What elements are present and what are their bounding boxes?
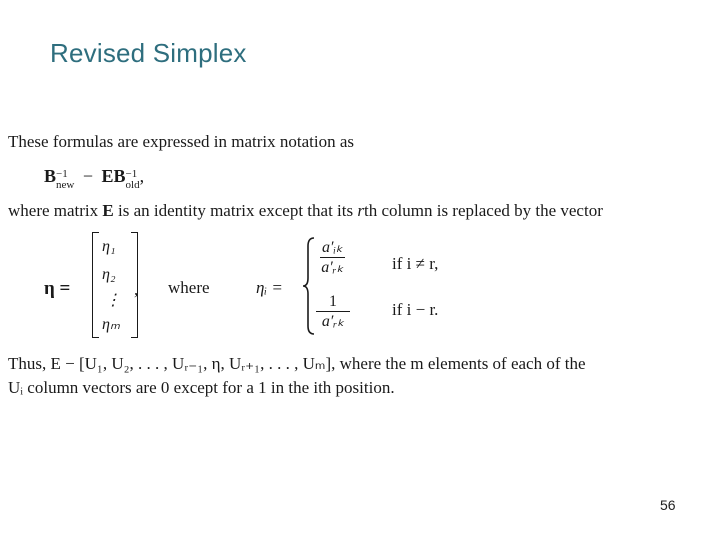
where-part1: where matrix [8,201,103,220]
left-bracket [92,232,99,338]
case1-numerator: a′ᵢₖ [322,239,343,256]
where-word: where [168,278,210,297]
formula-lhs-sub: new [56,179,75,191]
where-line [8,201,603,221]
formula-lhs-sup: −1 [56,168,68,180]
matrix-row-m: ηₘ [102,316,120,333]
formula-operator: − [82,166,93,186]
case1-fraction [320,238,345,277]
formula-line [44,166,144,191]
matrix-row-2: η₂ [102,266,116,283]
case2-condition: if i − r. [392,300,439,319]
where-matrix-e: E [102,201,114,220]
case2-fraction [316,292,350,331]
matrix-comma: , [134,280,139,299]
case1-condition: if i ≠ r, [392,254,439,273]
eta-column-vector [92,232,138,336]
intro-text: These formulas are expressed in matrix notation as [8,132,355,151]
matrix-row-1: η₁ [102,238,116,255]
case2-denominator: a′ᵣₖ [321,313,345,330]
where-part3: th column is replaced by the vector [364,201,603,220]
where-r: r [357,201,364,220]
slide-title: Revised Simplex [50,38,247,68]
formula-rhs-sub: old [125,179,140,191]
eta-i-label: ηᵢ = [256,278,283,297]
thus-line-1: Thus, E − [U₁, U₂, . . . , Uᵣ₋₁, η, Uᵣ₊₁, . . . , Uₘ], where the m elements of each of the [8,354,586,373]
eta-vector-label: η = [44,278,71,299]
formula-lhs-symbol: B [44,166,57,186]
formula-rhs-symbol: EB [101,166,126,186]
case1-denominator: a′ᵣₖ [321,259,344,276]
thus-line-2: Uᵢ column vectors are 0 except for a 1 in the ith position. [8,378,395,397]
equation-block [8,228,708,340]
where-part2: is an identity matrix except that its [113,201,358,220]
formula-rhs-sup: −1 [125,168,138,180]
page-number: 56 [660,497,676,513]
left-brace-icon [302,236,316,336]
case2-numerator: 1 [316,292,350,312]
formula-trailing: , [139,166,145,186]
matrix-row-dots: ⋮ [105,292,121,309]
